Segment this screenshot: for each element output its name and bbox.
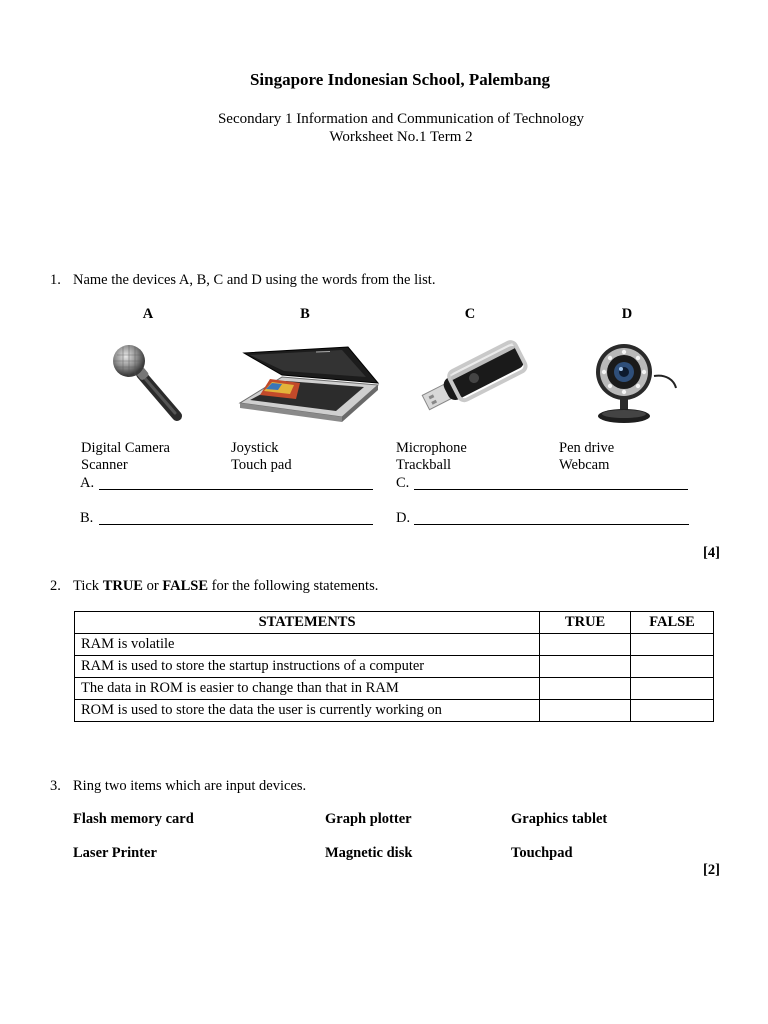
- false-checkbox-cell[interactable]: [631, 656, 714, 678]
- word-scanner: Scanner: [81, 457, 128, 473]
- header-false: FALSE: [631, 612, 714, 634]
- question-text-post: for the following statements.: [208, 578, 379, 594]
- table-header-row: [75, 612, 714, 634]
- answer-line-d[interactable]: [414, 524, 689, 525]
- true-keyword: TRUE: [102, 578, 143, 594]
- option-laser-printer[interactable]: Laser Printer: [73, 845, 157, 861]
- answer-label-d: D.: [396, 510, 411, 526]
- statement-cell: RAM is volatile: [75, 634, 540, 656]
- device-letter-b: B: [300, 306, 310, 322]
- question-1: [50, 272, 435, 289]
- question-3: [50, 778, 306, 795]
- true-checkbox-cell[interactable]: [540, 678, 631, 700]
- scanner-image: [238, 343, 380, 423]
- word-trackball: Trackball: [396, 457, 452, 473]
- question-text-pre: Tick: [73, 578, 103, 594]
- false-checkbox-cell[interactable]: [631, 700, 714, 722]
- option-graphics-tablet[interactable]: Graphics tablet: [511, 811, 608, 827]
- word-digital-camera: Digital Camera: [81, 440, 170, 456]
- option-flash-memory-card[interactable]: Flash memory card: [73, 811, 194, 827]
- answer-label-c: C.: [396, 475, 410, 491]
- question-number: 2.: [50, 578, 61, 594]
- answer-line-c[interactable]: [414, 489, 688, 490]
- false-checkbox-cell[interactable]: [631, 634, 714, 656]
- table-row: [75, 678, 714, 700]
- word-microphone: Microphone: [396, 440, 467, 456]
- worksheet-label: Worksheet No.1 Term 2: [329, 129, 473, 145]
- header-true: TRUE: [540, 612, 631, 634]
- word-touch-pad: Touch pad: [231, 457, 292, 473]
- answer-line-a[interactable]: [99, 489, 373, 490]
- device-letter-a: A: [142, 306, 154, 322]
- table-row: [75, 634, 714, 656]
- course-subtitle: Secondary 1 Information and Communication of Technology: [217, 111, 585, 127]
- marks-q3: [2]: [703, 862, 720, 878]
- option-graph-plotter[interactable]: Graph plotter: [325, 811, 412, 827]
- table-row: [75, 656, 714, 678]
- device-letter-c: C: [464, 306, 476, 322]
- question-text: Name the devices A, B, C and D using the words from the list.: [73, 272, 436, 288]
- webcam-image: [592, 340, 682, 426]
- false-keyword: FALSE: [162, 578, 208, 594]
- question-2: [50, 578, 378, 595]
- true-checkbox-cell[interactable]: [540, 656, 631, 678]
- answer-label-b: B.: [80, 510, 94, 526]
- answer-line-b[interactable]: [99, 524, 373, 525]
- statement-cell: The data in ROM is easier to change than that in RAM: [75, 678, 540, 700]
- header-statements: STATEMENTS: [75, 612, 540, 634]
- question-text: Ring two items which are input devices.: [73, 778, 307, 794]
- answer-label-a: A.: [80, 475, 95, 491]
- word-webcam: Webcam: [559, 457, 610, 473]
- table-row: [75, 700, 714, 722]
- school-title: Singapore Indonesian School, Palembang: [249, 70, 551, 89]
- option-touchpad[interactable]: Touchpad: [511, 845, 573, 861]
- statement-cell: RAM is used to store the startup instructions of a computer: [75, 656, 540, 678]
- microphone-image: [105, 340, 187, 422]
- true-checkbox-cell[interactable]: [540, 700, 631, 722]
- statement-cell: ROM is used to store the data the user is currently working on: [75, 700, 540, 722]
- question-number: 1.: [50, 272, 61, 288]
- question-text-mid: or: [142, 578, 163, 594]
- false-checkbox-cell[interactable]: [631, 678, 714, 700]
- word-joystick: Joystick: [231, 440, 279, 456]
- device-letter-d: D: [621, 306, 633, 322]
- question-number: 3.: [50, 778, 61, 794]
- option-magnetic-disk[interactable]: Magnetic disk: [325, 845, 413, 861]
- statements-table: [74, 611, 714, 722]
- pen-drive-image: [416, 340, 532, 416]
- true-checkbox-cell[interactable]: [540, 634, 631, 656]
- word-pen-drive: Pen drive: [559, 440, 615, 456]
- marks-q1: [4]: [703, 545, 720, 561]
